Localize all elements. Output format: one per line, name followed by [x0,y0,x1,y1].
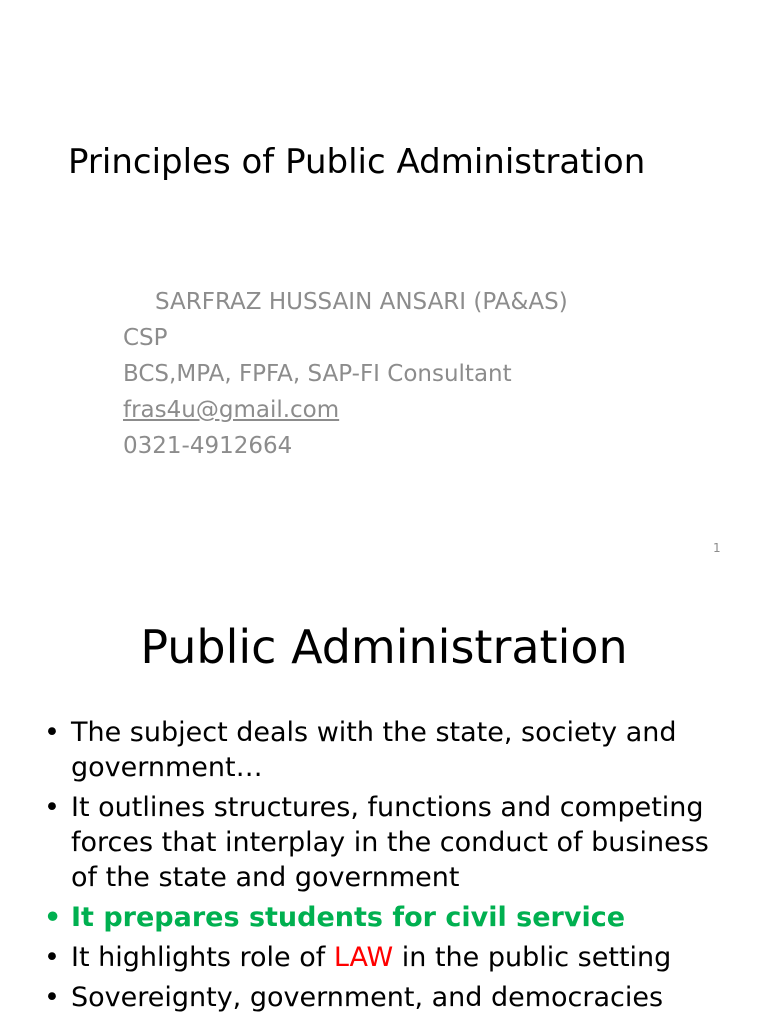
slide-number: 1 [713,541,721,555]
bullet-icon: • [44,902,62,933]
bullet-icon: • [44,717,60,748]
bullet-text: It outlines structures, functions and competing forces that interplay in the conduct of business of the state and government [71,792,709,893]
bullet-text: The subject deals with the state, society and government… [71,717,677,783]
bullet-icon: • [44,792,60,823]
bullet-text-tail: in the public setting [393,942,672,973]
bullet-icon: • [44,982,60,1013]
bullet-item [0,790,768,895]
bullet-item [0,940,768,975]
author-qualifications: BCS,MPA, FPFA, SAP-FI Consultant [123,361,512,387]
bullet-list [0,715,768,1020]
bullet-text: It highlights role of [71,942,334,973]
bullet-item-highlighted [0,900,768,935]
author-service: CSP [123,325,168,351]
bullet-text: It prepares students for civil service [71,902,626,933]
slide-1-title: Principles of Public Administration [68,142,646,182]
bullet-item [0,715,768,785]
law-keyword: LAW [333,942,394,973]
author-email-link[interactable]: fras4u@gmail.com [123,397,340,423]
author-phone: 0321-4912664 [123,433,293,459]
bullet-icon: • [44,942,60,973]
author-info [123,284,568,464]
slide-2 [0,578,768,1024]
bullet-text: Sovereignty, government, and democracies [71,982,664,1013]
author-name: SARFRAZ HUSSAIN ANSARI (PA&AS) [155,289,568,315]
bullet-item [0,980,768,1015]
slide-2-title: Public Administration [140,620,628,674]
